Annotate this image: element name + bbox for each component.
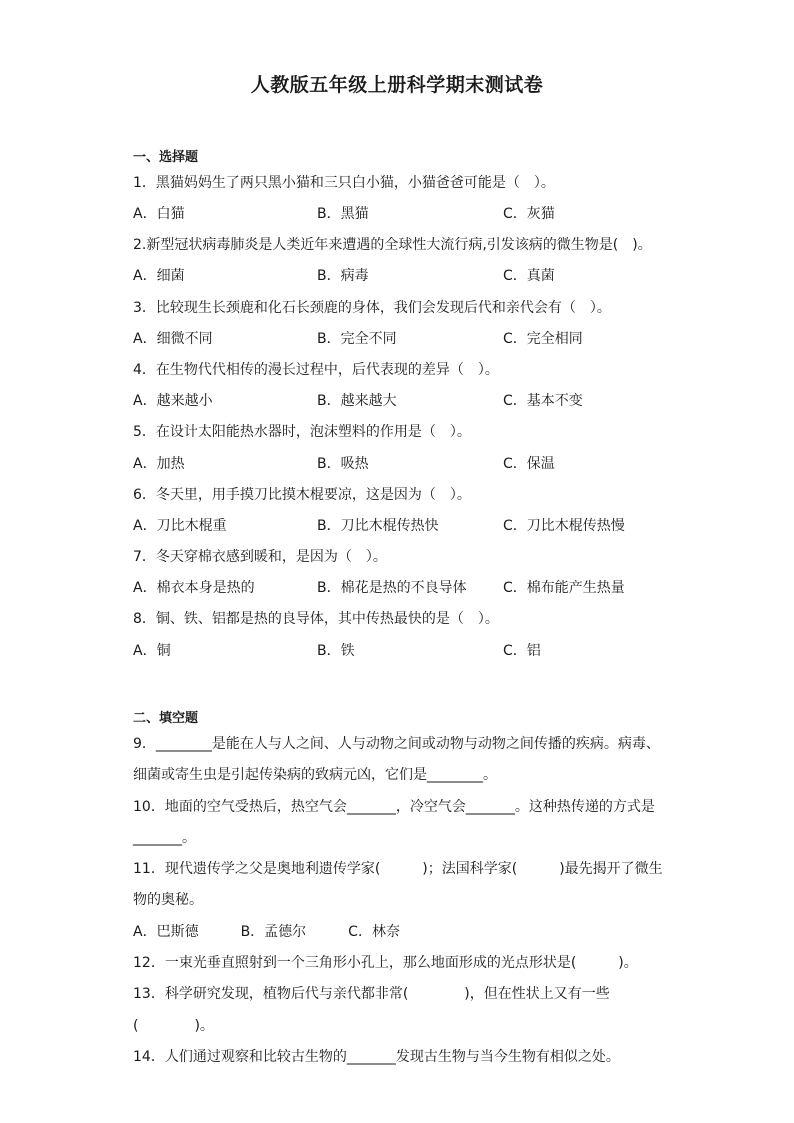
question-11-options: A．巴斯德 B．孟德尔 C．林奈 xyxy=(133,924,400,940)
q5-option-c: C．保温 xyxy=(503,456,555,472)
q2-option-a: A．细菌 xyxy=(133,268,185,284)
q3-option-c: C．完全相同 xyxy=(503,331,583,347)
question-7: 7．冬天穿棉衣感到暖和，是因为（ ）。 xyxy=(133,549,387,565)
q4-option-a: A．越来越小 xyxy=(133,393,213,409)
question-5: 5．在设计太阳能热水器时，泡沫塑料的作用是（ ）。 xyxy=(133,424,471,440)
q8-option-b: B．铁 xyxy=(317,643,355,659)
question-11-line-2: 物的奥秘。 xyxy=(133,892,203,908)
question-1: 1．黑猫妈妈生了两只黑小猫和三只白小猫，小猫爸爸可能是（ ）。 xyxy=(133,175,555,191)
q1-option-b: B．黑猫 xyxy=(317,206,369,222)
question-2: 2.新型冠状病毒肺炎是人类近年来遭遇的全球性大流行病,引发该病的微生物是( )。 xyxy=(133,237,652,253)
section-heading-choice: 一、选择题 xyxy=(133,150,199,165)
question-9-line-2: 细菌或寄生虫是引起传染病的致病元凶，它们是________。 xyxy=(133,767,497,783)
q4-option-c: C．基本不变 xyxy=(503,393,583,409)
q8-option-a: A．铜 xyxy=(133,643,171,659)
q2-option-c: C．真菌 xyxy=(503,268,555,284)
question-10-line-2: _______。 xyxy=(133,830,196,846)
question-6: 6．冬天里，用手摸刀比摸木棍要凉，这是因为（ ）。 xyxy=(133,487,471,503)
q5-option-b: B．吸热 xyxy=(317,456,369,472)
question-8: 8．铜、铁、铝都是热的良导体，其中传热最快的是（ ）。 xyxy=(133,611,499,627)
q3-option-b: B．完全不同 xyxy=(317,331,397,347)
question-13-line-2: ( )。 xyxy=(133,1018,214,1034)
q6-option-a: A．刀比木棍重 xyxy=(133,518,227,534)
q7-option-b: B．棉花是热的不良导体 xyxy=(317,580,467,596)
question-12: 12．一束光垂直照射到一个三角形小孔上，那么地面形成的光点形状是( )。 xyxy=(133,955,638,971)
q3-option-a: A．细微不同 xyxy=(133,331,213,347)
q1-option-c: C．灰猫 xyxy=(503,206,555,222)
q1-option-a: A．白猫 xyxy=(133,206,185,222)
question-13-line-1: 13．科学研究发现，植物后代与亲代都非常( )，但在性状上又有一些 xyxy=(133,986,610,1002)
question-4: 4．在生物代代相传的漫长过程中，后代表现的差异（ ）。 xyxy=(133,362,499,378)
q6-option-c: C．刀比木棍传热慢 xyxy=(503,518,625,534)
q8-option-c: C．铝 xyxy=(503,643,541,659)
section-heading-fill: 二、填空题 xyxy=(133,711,199,726)
q6-option-b: B．刀比木棍传热快 xyxy=(317,518,439,534)
question-9-line-1: 9．________是能在人与人之间、人与动物之间或动物与动物之间传播的疾病。病毒、 xyxy=(133,736,660,752)
q7-option-a: A．棉衣本身是热的 xyxy=(133,580,255,596)
question-14: 14．人们通过观察和比较古生物的_______发现古生物与当今生物有相似之处。 xyxy=(133,1049,620,1065)
page-title: 人教版五年级上册科学期末测试卷 xyxy=(250,74,544,96)
q7-option-c: C．棉布能产生热量 xyxy=(503,580,625,596)
q5-option-a: A．加热 xyxy=(133,456,185,472)
q4-option-b: B．越来越大 xyxy=(317,393,397,409)
question-3: 3．比较现生长颈鹿和化石长颈鹿的身体，我们会发现后代和亲代会有（ ）。 xyxy=(133,300,611,316)
q2-option-b: B．病毒 xyxy=(317,268,369,284)
question-10-line-1: 10．地面的空气受热后，热空气会_______，冷空气会_______。这种热传递的方式是 xyxy=(133,799,655,815)
question-11-line-1: 11．现代遗传学之父是奥地利遗传学家( )；法国科学家( )最先揭开了微生 xyxy=(133,861,663,877)
